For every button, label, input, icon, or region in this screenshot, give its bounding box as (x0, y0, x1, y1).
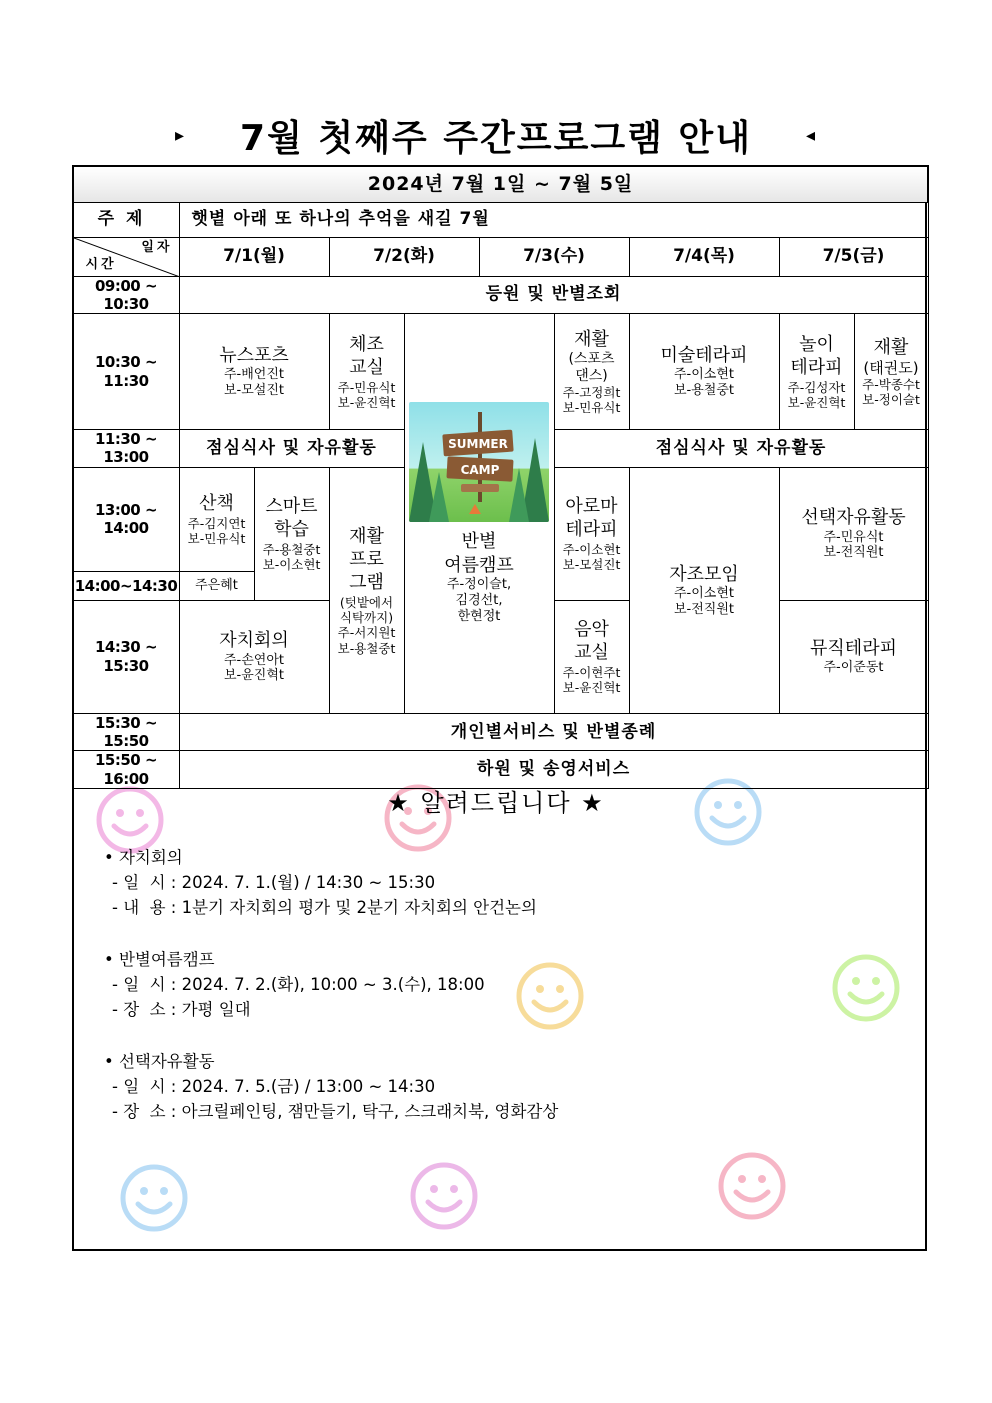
notice-head: • 자치회의 (104, 848, 183, 867)
program-cell (179, 467, 254, 571)
arrival-row: 등원 및 반별조회 (179, 276, 928, 314)
program-name: 선택자유활동 (801, 507, 906, 529)
program-name: 재활 (873, 336, 909, 358)
staff-assist: 보-전직원t (823, 545, 884, 561)
time-cell: 11:30 ~ 13:00 (73, 430, 179, 468)
staff-main: 주-민유식t (823, 529, 884, 545)
program-name: 교실 (349, 357, 384, 379)
time-cell: 09:00 ~ 10:30 (73, 276, 179, 314)
day-header-thu: 7/4(목) (629, 237, 779, 276)
program-cell (854, 314, 928, 430)
notice-item (104, 947, 558, 1022)
lunch-cell-left: 점심식사 및 자유활동 (179, 430, 404, 468)
program-cell (179, 314, 329, 430)
right-triangle-icon: ◂ (805, 125, 818, 146)
staff-assist: 보-윤진혁t (337, 394, 396, 410)
program-name: 재활 (349, 525, 384, 547)
staff-main: 주-김지연t (187, 515, 246, 531)
program-name: 재활 (574, 328, 609, 350)
notice-head: • 선택자유활동 (104, 1052, 215, 1071)
program-note: (텃밭에서 (339, 594, 394, 610)
program-name: 테라피 (565, 519, 618, 541)
staff-main: 주-손연아t (223, 652, 285, 668)
time-cell: 10:30 ~ 11:30 (73, 314, 179, 430)
day-header-wed: 7/3(수) (479, 237, 629, 276)
summer-camp-cell (404, 314, 554, 714)
staff-main: 주-고정희t (562, 385, 621, 401)
program-name: 프로 (349, 548, 384, 570)
program-name: 학습 (274, 519, 309, 541)
day-header-fri: 7/5(금) (779, 237, 928, 276)
staff-main: 주-이소현t (562, 541, 621, 557)
smiley-icon (716, 1150, 788, 1222)
notice-line: - 일 시 : 2024. 7. 5.(금) / 13:00 ~ 14:30 (112, 1077, 436, 1096)
camp-illustration (409, 402, 549, 522)
time-cell: 14:30 ~ 15:30 (73, 600, 179, 713)
program-name: 그램 (349, 572, 384, 594)
staff-assist: 보-용철중t (337, 640, 396, 656)
program-name: 여름캠프 (444, 554, 514, 576)
staff-main: 주-이현주t (562, 664, 621, 680)
staff-main: 주-서지원t (337, 625, 396, 641)
program-name: 뉴스포츠 (219, 345, 289, 367)
staff-assist: 보-모설진t (223, 383, 285, 399)
program-cell (554, 314, 629, 430)
program-name: 자조모임 (669, 563, 739, 585)
notice-title: ★ 알려드립니다 ★ (387, 789, 605, 817)
staff-assist: 보-용철중t (673, 383, 735, 399)
program-name: 반별 (461, 531, 497, 553)
program-name: (태권도) (863, 358, 919, 377)
title-text: 7월 첫째주 주간프로그램 안내 (240, 118, 752, 159)
staff-main: 한현정t (457, 608, 501, 624)
notice-line: - 일 시 : 2024. 7. 2.(화), 10:00 ~ 3.(수), 18:00 (112, 975, 485, 994)
notice-line: - 내 용 : 1분기 자치회의 평가 및 2분기 자치회의 안건논의 (112, 898, 537, 917)
staff-assist: 보-정이슬t (862, 392, 920, 408)
day-axis-label: 일자 (141, 239, 173, 255)
program-name: 자치회의 (219, 630, 289, 652)
staff-main: 주-이소현t (673, 367, 735, 383)
left-triangle-icon: ▸ (174, 125, 187, 146)
staff-assist: 보-이소현t (262, 557, 321, 573)
camp-image-text: SUMMER (448, 437, 508, 452)
program-name: 산책 (199, 493, 234, 515)
smiley-icon (830, 952, 902, 1024)
camp-image-text: CAMP (460, 463, 500, 478)
program-cell (554, 600, 629, 713)
program-name: 스마트 (265, 496, 318, 518)
program-name: 체조 (349, 333, 384, 355)
staff-assist: 보-민유식t (562, 400, 621, 416)
staff-main: 주-민유식t (337, 379, 396, 395)
time-cell: 13:00 ~ 14:00 (73, 467, 179, 571)
program-name: 댄스) (575, 368, 608, 385)
staff-main: 주-박종수t (862, 377, 920, 393)
program-cell (329, 467, 404, 713)
lunch-cell-right: 점심식사 및 자유활동 (554, 430, 928, 468)
program-name: 아로마 (565, 496, 618, 518)
time-cell: 14:00~14:30 (73, 571, 179, 600)
staff-assist: 보-윤진혁t (223, 668, 285, 684)
departure-row: 하원 및 송영서비스 (179, 751, 928, 789)
time-cell: 15:50 ~ 16:00 (73, 751, 179, 789)
program-name: 교실 (574, 642, 609, 664)
staff-assist: 보-윤진혁t (562, 680, 621, 696)
notice-item (104, 1049, 558, 1124)
notice-line: - 장 소 : 가평 일대 (112, 1000, 251, 1019)
program-cell (554, 467, 629, 600)
notice-list (104, 845, 558, 1151)
smiley-icon (118, 1162, 190, 1234)
program-cell (779, 600, 928, 713)
service-row: 개인별서비스 및 반별종례 (179, 713, 928, 751)
staff-main: 주-김성자t (787, 379, 846, 395)
program-name: 테라피 (790, 357, 843, 379)
program-name: 놀이 (799, 333, 834, 355)
program-cell (179, 600, 329, 713)
program-cell (254, 467, 329, 600)
staff-main: 주-배언진t (223, 367, 285, 383)
theme-text: 햇볕 아래 또 하나의 추억을 새길 7월 (179, 202, 928, 237)
program-cell (779, 467, 928, 600)
day-header-tue: 7/2(화) (329, 237, 479, 276)
staff-main: 주은혜t (179, 571, 254, 600)
staff-main: 주-정이슬t, (446, 576, 512, 592)
page-title (0, 110, 992, 161)
day-header-mon: 7/1(월) (179, 237, 329, 276)
staff-assist: 보-민유식t (187, 530, 246, 546)
staff-assist: 보-전직원t (673, 601, 735, 617)
program-name: 음악 (574, 619, 609, 641)
program-note: 식탁까지) (339, 610, 394, 626)
summer-camp-image (409, 402, 549, 522)
weekly-schedule-table (72, 165, 929, 789)
staff-assist: 보-윤진혁t (787, 394, 846, 410)
schedule-period: 2024년 7월 1일 ~ 7월 5일 (73, 166, 928, 202)
staff-main: 김경선t, (455, 592, 503, 608)
program-cell (629, 467, 779, 713)
time-axis-label: 시간 (85, 256, 117, 272)
notice-line: - 일 시 : 2024. 7. 1.(월) / 14:30 ~ 15:30 (112, 873, 436, 892)
theme-label: 주제 (73, 202, 179, 237)
notice-head: • 반별여름캠프 (104, 950, 215, 969)
program-name: 뮤직테라피 (810, 638, 897, 660)
staff-main: 주-이준동t (823, 660, 884, 676)
program-cell (779, 314, 854, 430)
staff-main: 주-이소현t (673, 586, 735, 602)
staff-main: 주-용철중t (262, 541, 321, 557)
notice-item (104, 845, 558, 920)
program-cell (329, 314, 404, 430)
corner-header (73, 237, 179, 276)
notice-line: - 장 소 : 아크릴페인팅, 잼만들기, 탁구, 스크래치북, 영화감상 (112, 1102, 559, 1121)
program-name: (스포츠 (568, 350, 615, 367)
staff-assist: 보-모설진t (562, 557, 621, 573)
time-cell: 15:30 ~ 15:50 (73, 713, 179, 751)
program-name: 미술테라피 (660, 345, 748, 367)
smiley-icon (408, 1160, 480, 1232)
program-cell (629, 314, 779, 430)
